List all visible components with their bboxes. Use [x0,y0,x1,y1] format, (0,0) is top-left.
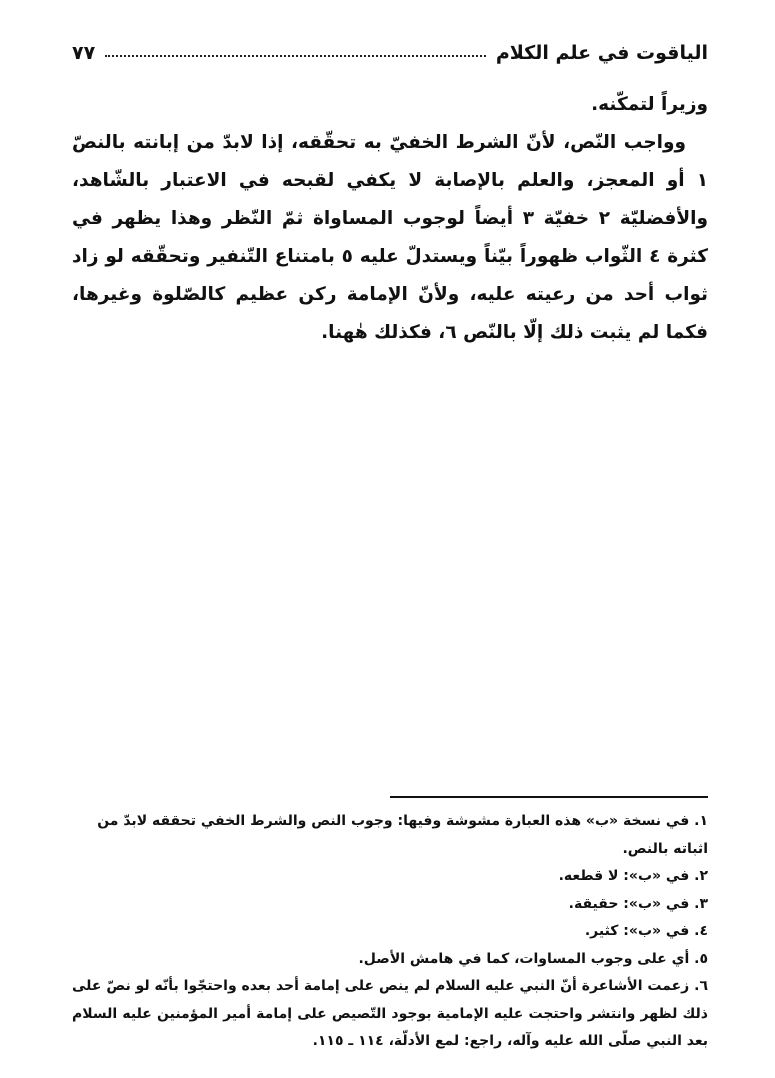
footnote-4: ٤. في «ب»: كثير. [584,923,708,939]
paragraph-opening: وزيراً لتمكّنه. [591,94,708,115]
running-header [72,30,708,64]
footnote-1: ١. في نسخة «ب» هذه العبارة مشوشة وفيها: وجوب النص والشرط الخفي تحققه لابدّ من اثباته بالنص. [97,813,708,857]
footnote-5: ٥. أي على وجوب المساوات، كما في هامش الأصل. [358,950,708,967]
footnotes [72,808,708,1056]
footnote-separator [390,796,708,798]
page-number: ٧٧ [72,42,96,64]
footnote-6: ٦. زعمت الأشاعرة أنّ النبي عليه السلام لم ينص على إمامة أحد بعده واحتجّوا بأنّه لو نصّ على ذلك لظهر وانتشر واحتجت عليه الإمامية بوجود التّصيص على إمامة أمير المؤمنين عليه السلام بعد النبي صلّى الله عليه وآله، راجع: لمع الأدلّة، ١١٤ ـ ١١٥. [72,978,708,1049]
footnote-2: ٢. في «ب»: لا قطعه. [558,868,708,884]
header-dot-leader [105,55,486,57]
footnote-3: ٣. في «ب»: حقيقة. [568,895,708,912]
paragraph-main: وواجب النّص، لأنّ الشرط الخفيّ به تحقّقه، إذا لابدّ من إبانته بالنصّ ١ أو المعجز، والعلم بالإصابة لا يكفي لقبحه في الاعتبار بالشّاهد، والأفضليّة ٢ خفيّة ٣ أيضاً لوجوب المساواة ثمّ النّظر وهذا يظهر في كثرة ٤ الثّواب ظهوراً بيّناً ويستدلّ عليه ٥ بامتناع التّنفير وتحقّقه لو زاد ثواب أحد من رعيته عليه، ولأنّ الإمامة ركن عظيم كالصّلوة وغيرها، فكما لم يثبت ذلك إلّا بالنّص ٦، فكذلك هٰهنا. [72,132,708,343]
main-text [72,86,708,352]
running-header-title: الياقوت في علم الكلام [495,42,708,64]
